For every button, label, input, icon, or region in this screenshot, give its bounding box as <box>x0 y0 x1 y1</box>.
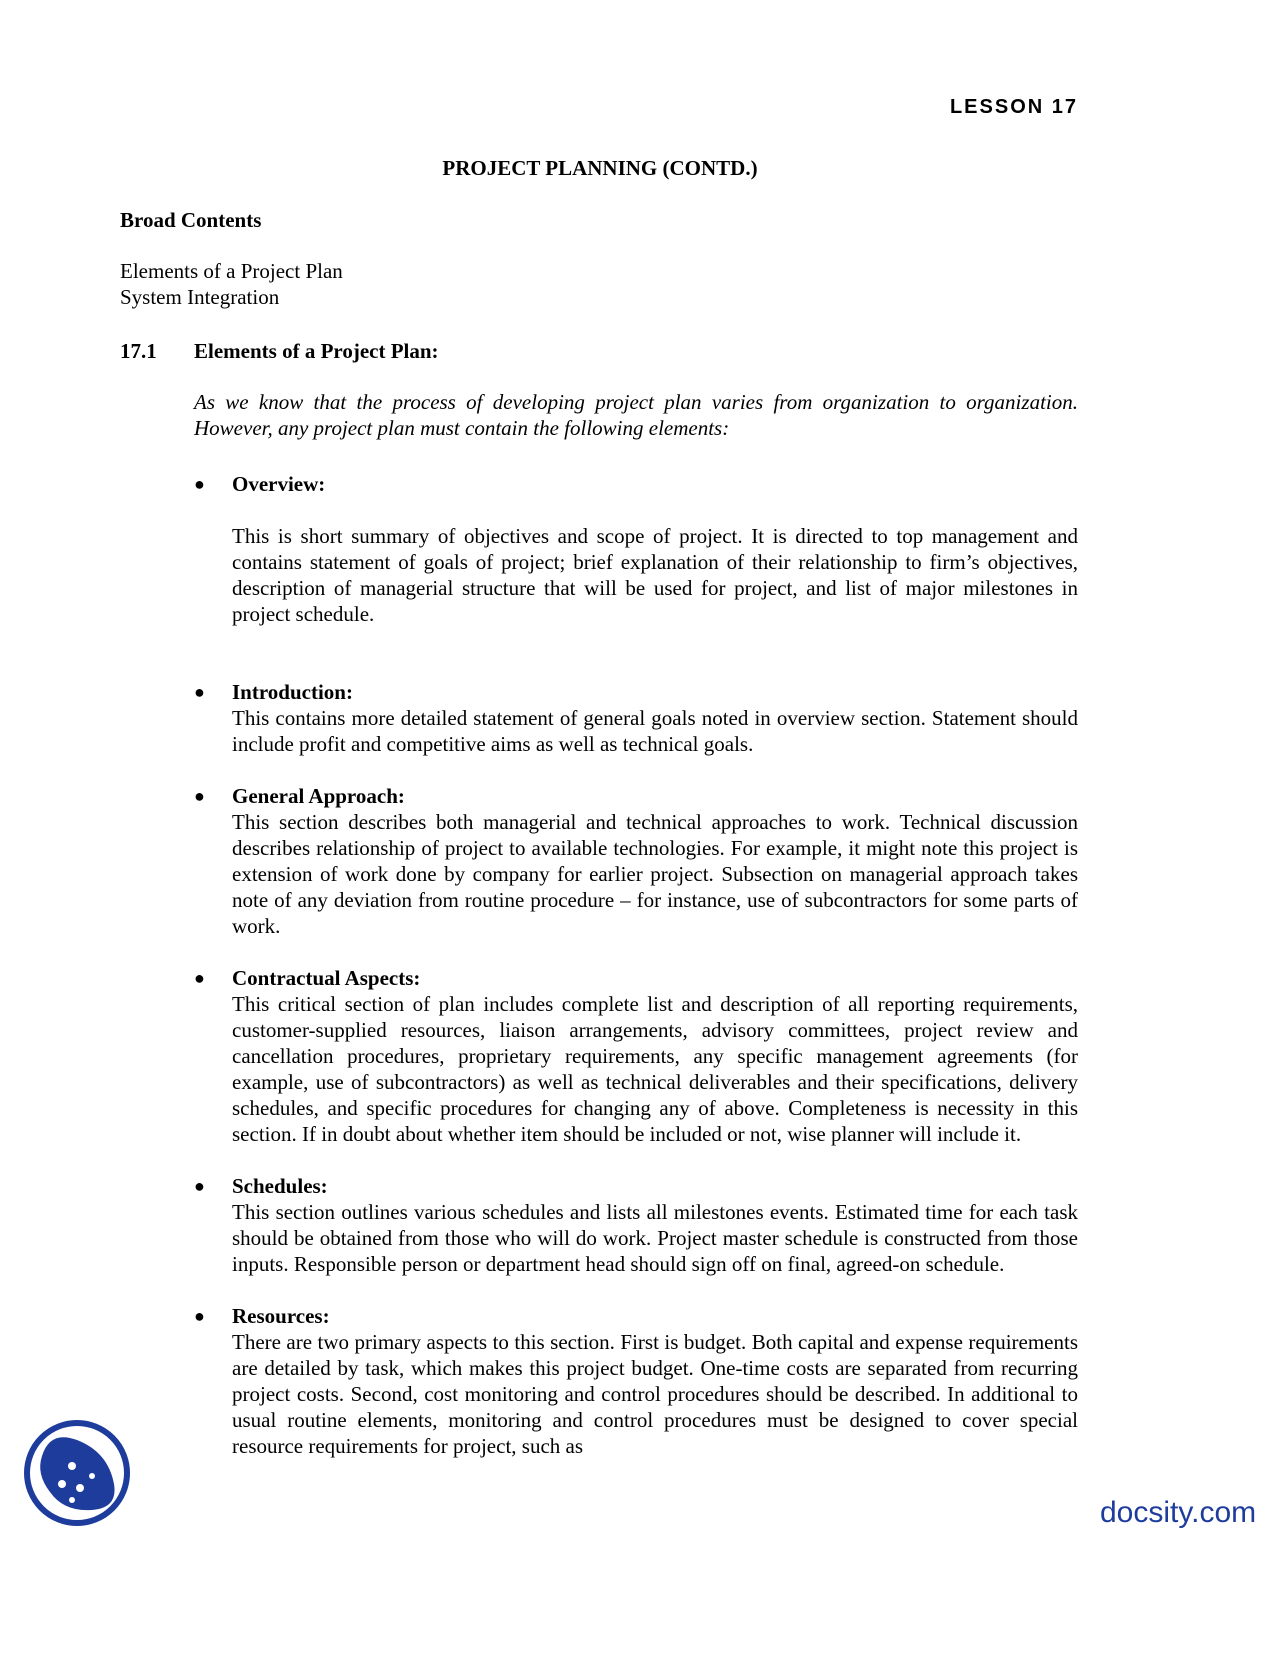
bullet-icon: ● <box>194 786 205 806</box>
item-body: This section describes both managerial and technical approaches to work. Technical discussion describes relationship of project to available technologies. For example, it might note this project is extension of work done by company for earlier project. Subsection on managerial approach takes note of any deviation from routine procedure – for instance, use of subcontractors for some parts of work. <box>232 810 1078 938</box>
lesson-label: LESSON 17 <box>949 96 1078 118</box>
list-item-introduction <box>194 679 1078 757</box>
section-number: 17.1 <box>120 339 157 363</box>
item-body: This section outlines various schedules and lists all milestones events. Estimated time for each task should be obtained from those who will do work. Project master schedule is constructed from those inputs. Responsible person or department head should sign off on final, agreed-on schedule. <box>232 1200 1078 1276</box>
bullet-icon: ● <box>194 474 205 494</box>
docsity-logo-icon[interactable] <box>22 1418 132 1528</box>
section-title: Elements of a Project Plan: <box>194 339 439 363</box>
item-body: This is short summary of objectives and scope of project. It is directed to top management and contains statement of goals of project; brief explanation of their relationship to firm’s objectives, description of managerial structure that will be used for project, and list of major milestones in project schedule. <box>232 524 1078 626</box>
list-item-overview <box>194 471 1078 653</box>
contents-item: System Integration <box>120 285 280 309</box>
broad-contents-heading: Broad Contents <box>120 208 262 232</box>
item-body: This contains more detailed statement of general goals noted in overview section. Statement should include profit and competitive aims as well as technical goals. <box>232 706 1078 756</box>
item-body: This critical section of plan includes complete list and description of all reporting requirements, customer-supplied resources, liaison arrangements, advisory committees, project review and cancellation procedures, proprietary requirements, any specific management agreements (for example, use of subcontractors) as well as technical deliverables and their specifications, delivery schedules, and specific procedures for changing any of above. Completeness is necessity in this section. If in doubt about whether item should be included or not, wise planner will include it. <box>232 992 1078 1146</box>
item-title: General Approach: <box>232 784 405 808</box>
bullet-icon: ● <box>194 682 205 702</box>
broad-contents-list <box>120 258 343 310</box>
elements-list <box>194 471 1078 1485</box>
bullet-icon: ● <box>194 1306 205 1326</box>
list-item-schedules <box>194 1173 1078 1277</box>
list-item-general-approach <box>194 783 1078 939</box>
item-title: Resources: <box>232 1304 330 1328</box>
item-title: Contractual Aspects: <box>232 966 421 990</box>
list-item-contractual-aspects <box>194 965 1078 1147</box>
section-intro: As we know that the process of developing project plan varies from organization to organization. However, any project plan must contain the following elements: <box>194 390 1078 440</box>
item-title: Overview: <box>232 472 326 496</box>
bullet-icon: ● <box>194 968 205 988</box>
item-title: Introduction: <box>232 680 353 704</box>
section-heading <box>120 338 439 364</box>
contents-item: Elements of a Project Plan <box>120 259 343 283</box>
item-title: Schedules: <box>232 1174 328 1198</box>
list-item-resources <box>194 1303 1078 1459</box>
page-title: PROJECT PLANNING (CONTD.) <box>442 156 758 180</box>
bullet-icon: ● <box>194 1176 205 1196</box>
item-body: There are two primary aspects to this section. First is budget. Both capital and expense requirements are detailed by task, which makes this project budget. One-time costs are separated from recurring project costs. Second, cost monitoring and control procedures should be described. In additional to usual routine elements, monitoring and control procedures must be designed to cover special resource requirements for project, such as <box>232 1330 1078 1458</box>
docsity-brand-link[interactable]: docsity.com <box>1100 1496 1257 1529</box>
